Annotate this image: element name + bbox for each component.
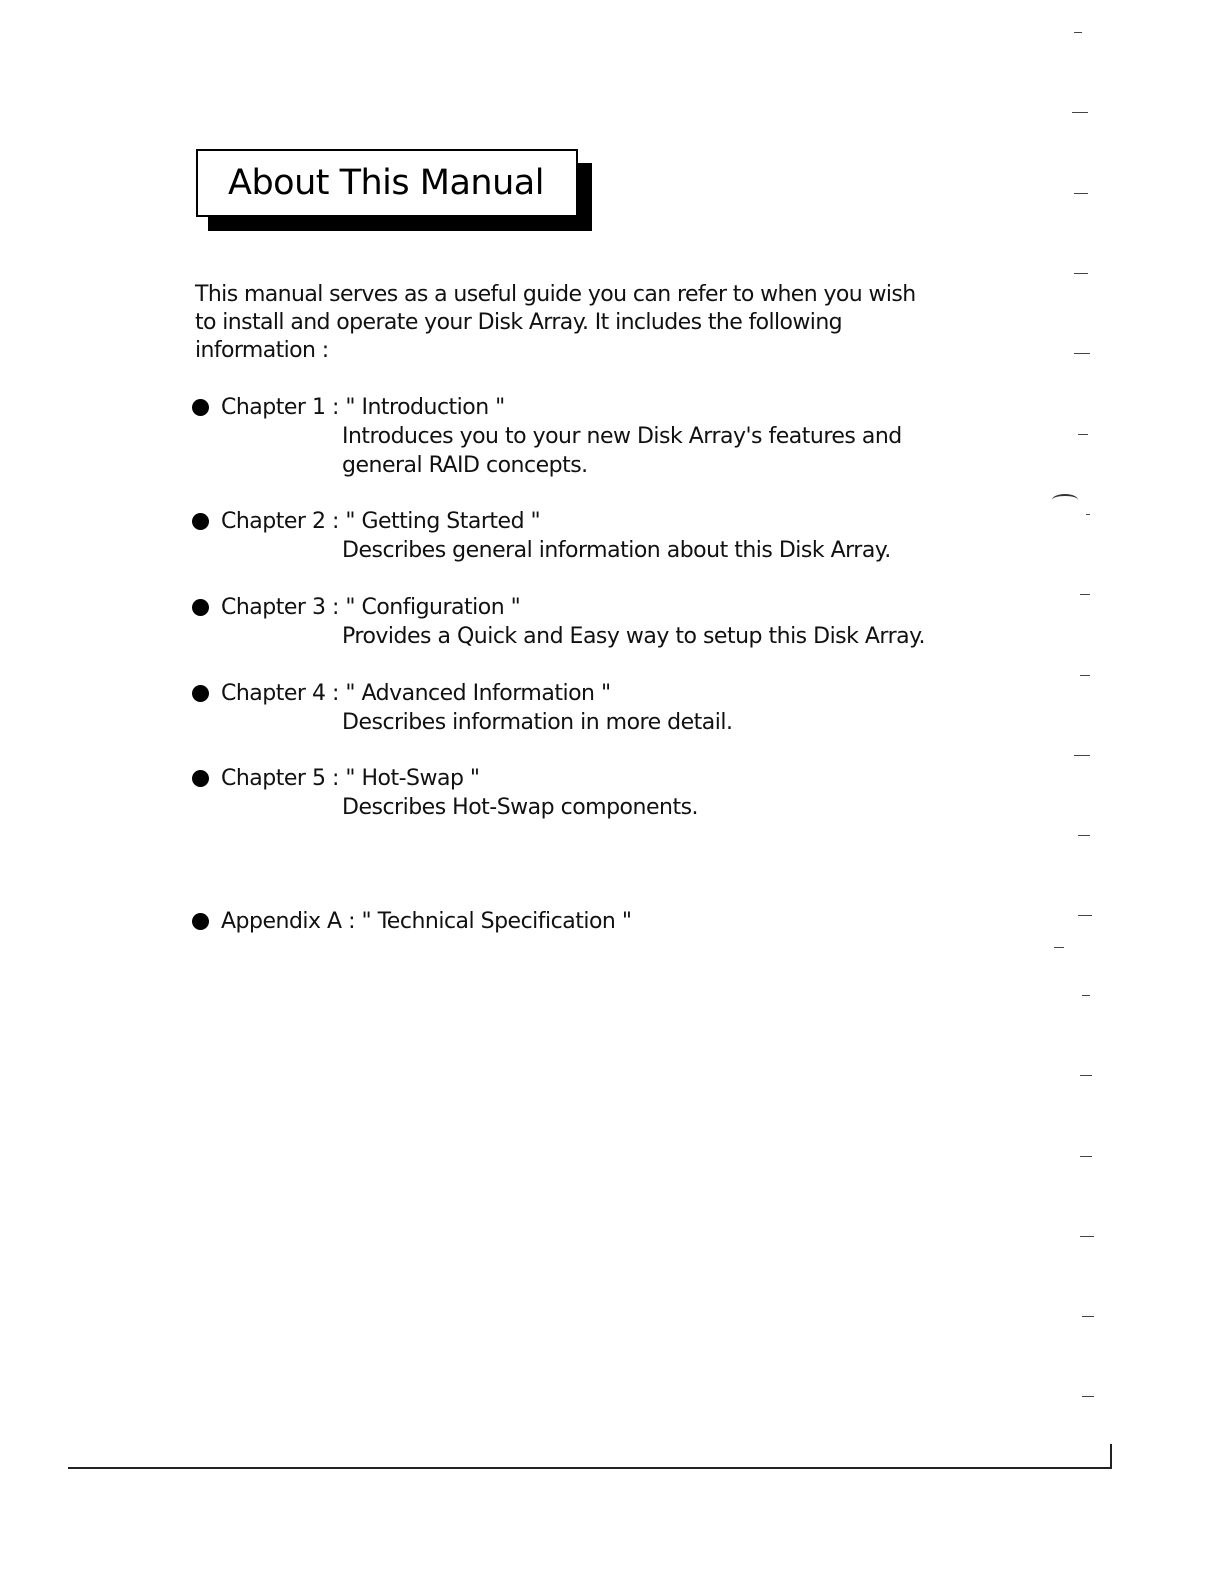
margin-curve-mark <box>1052 494 1078 506</box>
intro-paragraph <box>195 281 955 365</box>
margin-tick <box>1074 755 1090 756</box>
bullet-icon <box>192 513 209 530</box>
appendix-heading: Appendix A : " Technical Specification " <box>221 909 632 934</box>
margin-tick <box>1080 1075 1092 1076</box>
chapter-4-entry <box>192 679 732 737</box>
page-title: About This Manual <box>228 163 544 203</box>
chapter-heading: Chapter 1 : " Introduction " <box>221 395 505 420</box>
margin-tick <box>1078 835 1090 836</box>
chapter-heading: Chapter 3 : " Configuration " <box>221 595 521 620</box>
chapter-heading: Chapter 2 : " Getting Started " <box>221 509 541 534</box>
margin-tick <box>1074 32 1082 33</box>
margin-tick <box>1074 193 1088 194</box>
margin-tick <box>1080 675 1090 676</box>
bullet-icon <box>192 399 209 416</box>
margin-tick <box>1082 1316 1094 1317</box>
intro-line: This manual serves as a useful guide you can refer to when you wish <box>195 282 916 307</box>
margin-tick <box>1082 1396 1094 1397</box>
chapter-1-entry <box>192 393 902 480</box>
margin-tick <box>1080 1236 1094 1237</box>
chapter-description: general RAID concepts. <box>342 453 588 478</box>
margin-tick <box>1074 353 1090 354</box>
bullet-icon <box>192 770 209 787</box>
bullet-icon <box>192 599 209 616</box>
margin-tick <box>1086 514 1090 515</box>
chapter-description: Describes general information about this Disk Array. <box>342 538 891 563</box>
intro-line: to install and operate your Disk Array. It includes the following <box>195 310 843 335</box>
bottom-rule-hook <box>1110 1444 1112 1469</box>
margin-tick <box>1072 112 1088 113</box>
bullet-icon <box>192 913 209 930</box>
margin-tick <box>1078 915 1092 916</box>
intro-line: information : <box>195 338 329 363</box>
appendix-a-entry <box>192 907 631 936</box>
margin-tick <box>1080 594 1090 595</box>
chapter-description: Introduces you to your new Disk Array's features and <box>342 424 902 449</box>
bottom-rule <box>68 1467 1112 1469</box>
margin-tick <box>1082 995 1090 996</box>
chapter-description: Provides a Quick and Easy way to setup this Disk Array. <box>342 624 925 649</box>
bullet-icon <box>192 685 209 702</box>
chapter-description: Describes information in more detail. <box>342 710 733 735</box>
title-box <box>196 149 578 217</box>
margin-tick <box>1080 1156 1092 1157</box>
chapter-heading: Chapter 5 : " Hot-Swap " <box>221 766 480 791</box>
margin-tick <box>1074 273 1088 274</box>
chapter-heading: Chapter 4 : " Advanced Information " <box>221 681 611 706</box>
margin-tick <box>1078 434 1088 435</box>
chapter-3-entry <box>192 593 925 651</box>
chapter-description: Describes Hot-Swap components. <box>342 795 699 820</box>
margin-tick <box>1054 947 1064 948</box>
chapter-2-entry <box>192 507 891 565</box>
chapter-5-entry <box>192 764 698 822</box>
